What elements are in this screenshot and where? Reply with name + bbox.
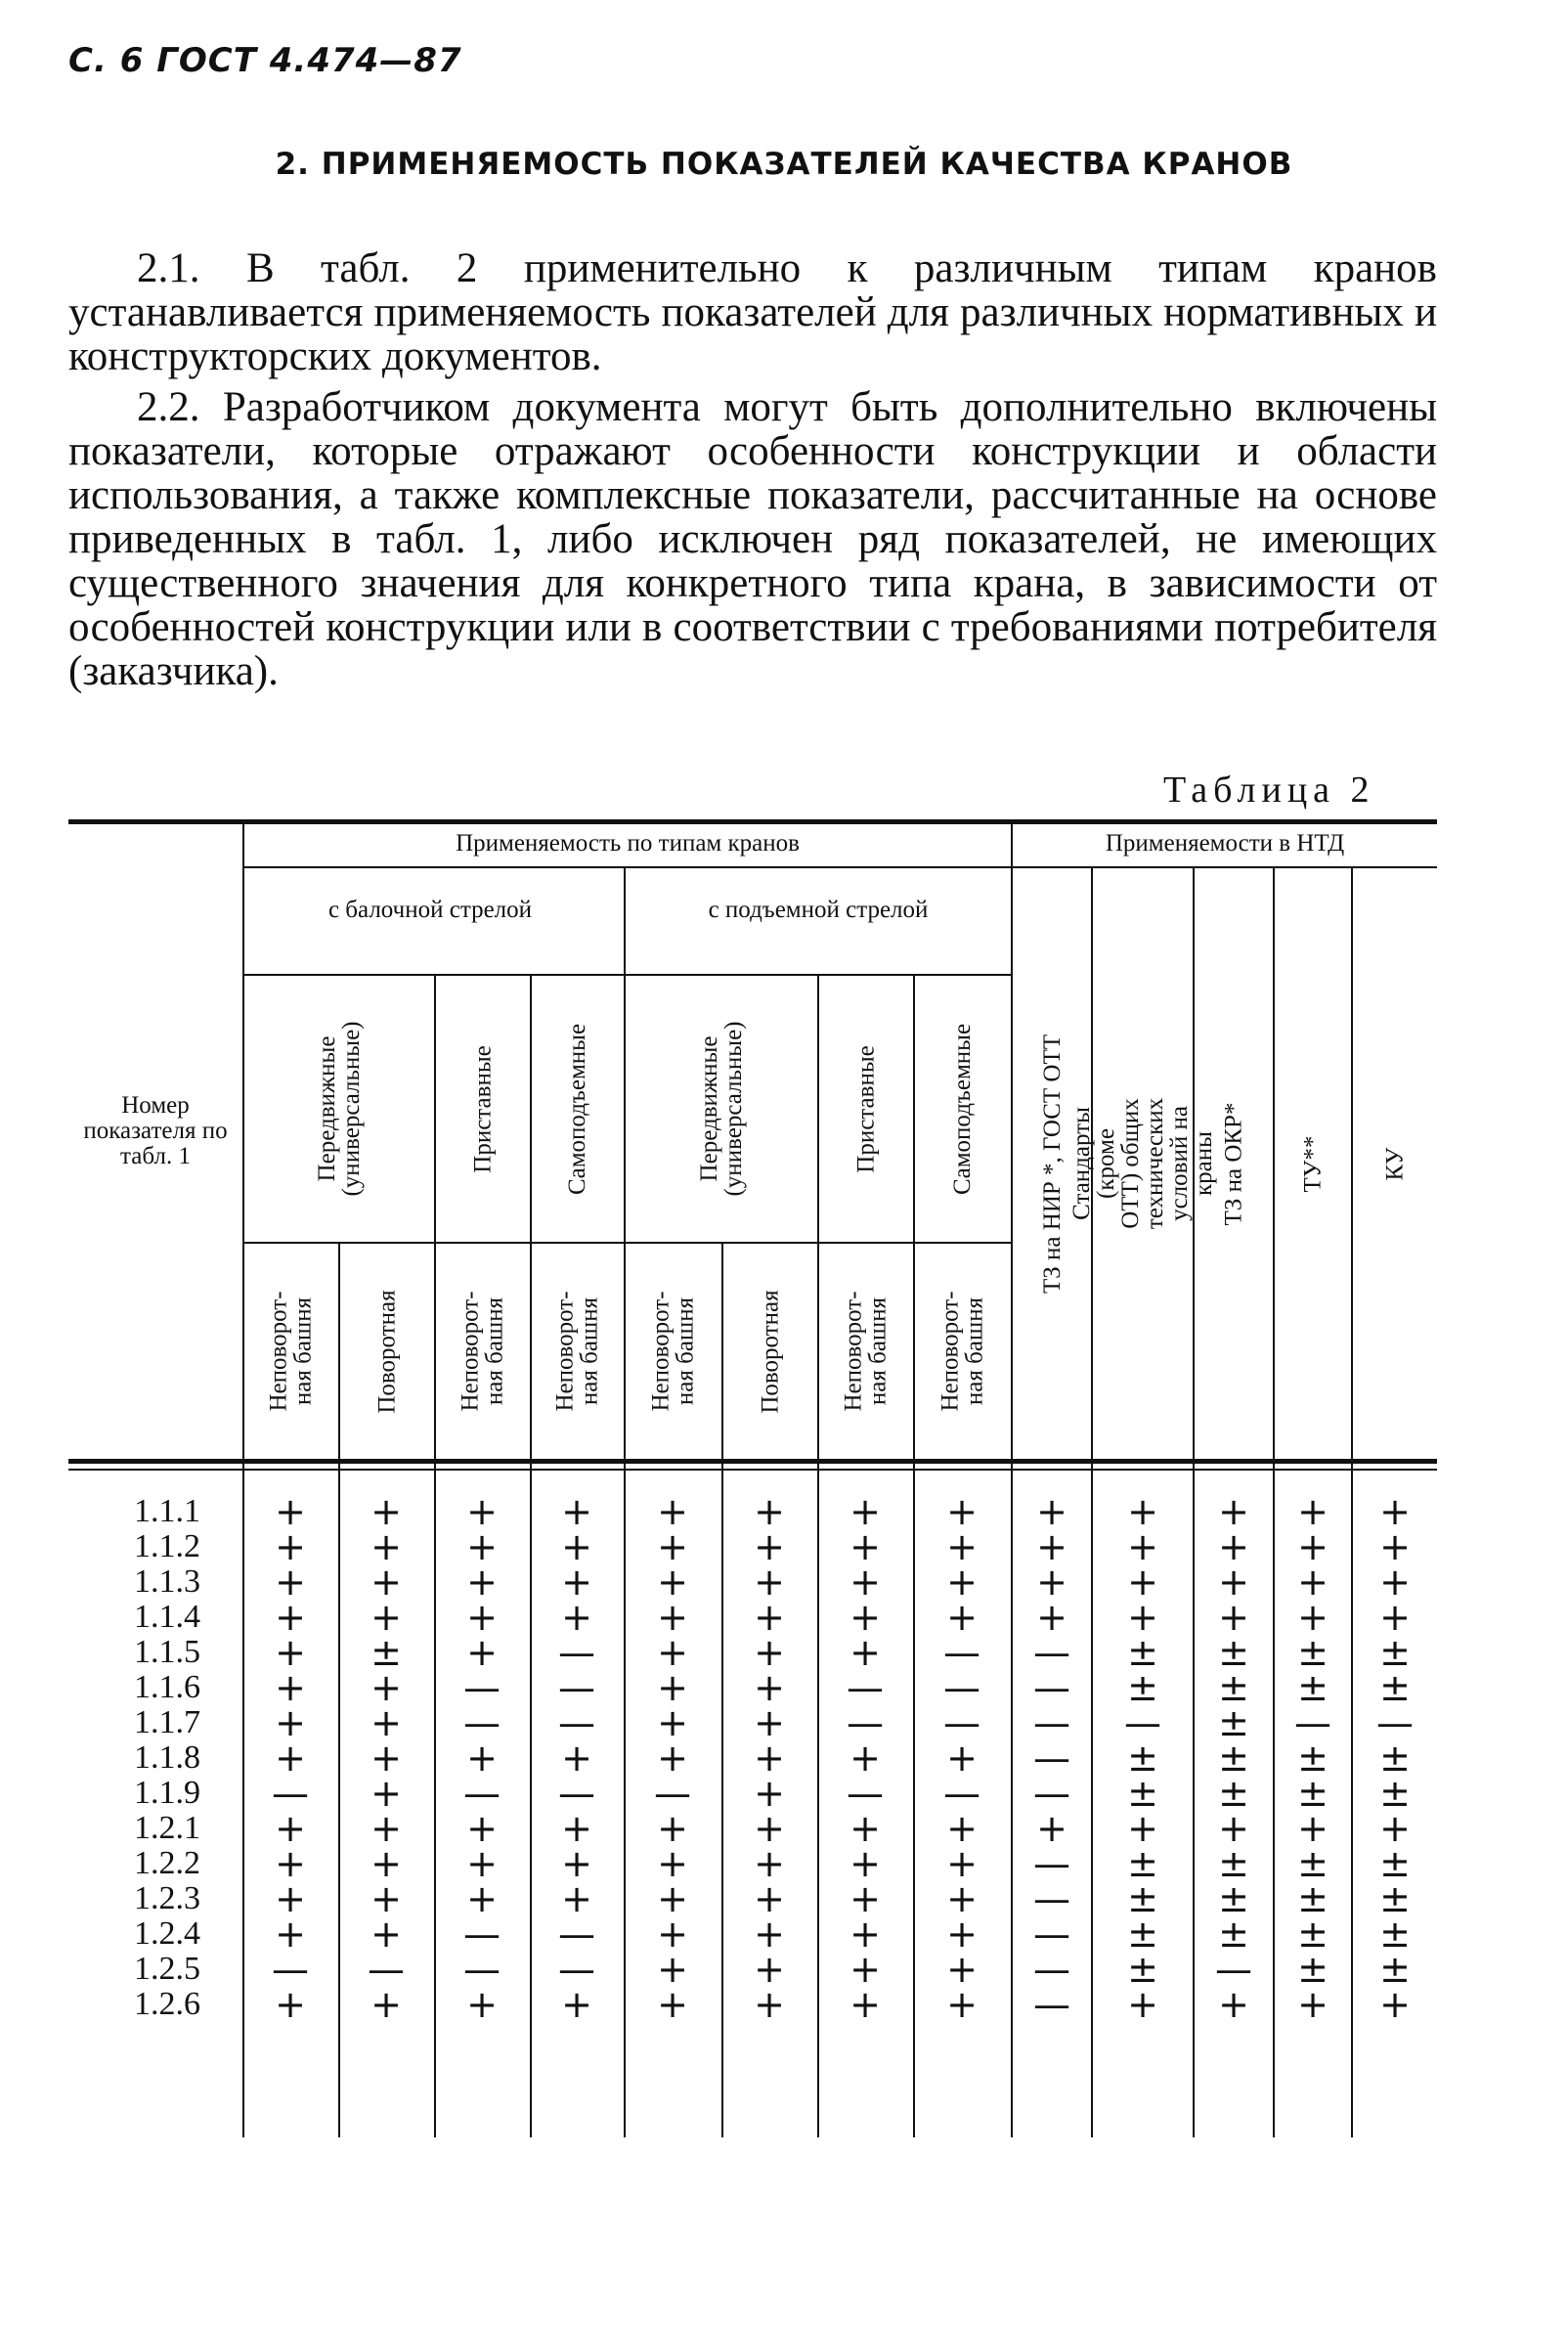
table-cell: ± [1218,1913,1249,1956]
table-cell: + [946,1948,978,1991]
table-cell: + [466,1842,498,1885]
table-cell: + [946,1596,978,1639]
table-cell: + [657,1631,688,1674]
table-cell: — [1033,1877,1070,1920]
table-cell: + [946,1737,978,1780]
row-number: 1.1.8 [134,1739,200,1776]
table-cell: + [754,1807,785,1850]
table-cell: + [849,1948,881,1991]
table-cell: — [1033,1631,1070,1674]
table-cell: + [370,1877,402,1920]
table-cell: — [463,1772,501,1815]
table-cell: ± [1218,1877,1249,1920]
applicability-table [68,819,1437,2137]
table-cell: + [849,1807,881,1850]
table-cell: + [1379,1561,1411,1604]
ntd-header-ku: КУ [1381,1147,1409,1180]
table-cell: + [754,1948,785,1991]
tower-header-7: Неповоротная башня [841,1291,892,1412]
table-cell: + [849,1913,881,1956]
table-cell: + [754,1666,785,1709]
table-cell: — [558,1948,595,1991]
table-cell: ± [1297,1666,1328,1709]
table-cell: ± [1218,1631,1249,1674]
table-cell: + [849,1842,881,1885]
group-crane-types: Применяемость по типам кранов [456,830,800,857]
table-cell: + [466,1983,498,2026]
table-cell: + [275,1737,306,1780]
table-cell: + [1218,1561,1249,1604]
table-cell: + [946,1877,978,1920]
table-cell: ± [1379,1772,1411,1815]
table-cell: + [1127,1561,1158,1604]
table-cell: ± [1379,1913,1411,1956]
table-cell: + [370,1842,402,1885]
row-number: 1.2.3 [134,1880,200,1916]
table-cell: + [1297,1807,1328,1850]
table-cell: + [275,1807,306,1850]
table-cell: ± [1379,1948,1411,1991]
row-number: 1.2.6 [134,1986,200,2022]
table-cell: + [1127,1490,1158,1533]
table-cell: + [657,1877,688,1920]
table-cell: + [657,1596,688,1639]
table-cell: + [561,1807,592,1850]
table-caption: Таблица 2 [1163,770,1375,811]
table-cell: ± [1218,1701,1249,1744]
table-cell: — [558,1913,595,1956]
table-cell: ± [1297,1913,1328,1956]
table-cell: + [754,1561,785,1604]
ntd-header-tz-nir: ТЗ на НИР *, ГОСТ ОТТ [1038,1034,1066,1294]
table-cell: + [1297,1596,1328,1639]
table-cell: + [561,1490,592,1533]
table-cell: + [849,1983,881,2026]
table-cell: + [1218,1596,1249,1639]
table-cell: — [1376,1701,1414,1744]
row-number: 1.2.5 [134,1951,200,1987]
table-cell: + [275,1631,306,1674]
table-cell: + [754,1596,785,1639]
table-cell: ± [1297,1842,1328,1885]
type-header-self-lift-1: Самоподъемные [564,1023,591,1195]
table-cell: + [275,1596,306,1639]
type-header-mobile-2: Передвижные (универсальные) [696,1021,747,1197]
table-cell: + [946,1525,978,1568]
table-cell: + [1127,1596,1158,1639]
table-cell: ± [1297,1877,1328,1920]
table-cell: + [946,1842,978,1885]
table-cell: ± [1297,1948,1328,1991]
table-cell: + [466,1631,498,1674]
group-ntd: Применяемости в НТД [1105,830,1345,857]
table-cell: + [946,1490,978,1533]
row-number-header: Номер показателя по табл. 1 [83,1092,228,1169]
row-number: 1.2.4 [134,1915,200,1952]
table-cell: — [654,1772,691,1815]
table-cell: + [466,1525,498,1568]
paragraph-2-2: 2.2. Разработчиком документа могут быть дополнительно включены показатели, которые отражают особенности конструкции и области использования, а также комплексные показатели, рассчитанные на основе приведенных в табл. 1, либо исключен ряд показателей, не имеющих существенного значения для конкретного типа крана, в зависимости от особенностей конструкции или в соответствии с требованиями потребителя (заказчика). [68,384,1437,694]
table-cell: — [943,1772,980,1815]
table-cell: — [1033,1701,1070,1744]
table-cell: + [370,1561,402,1604]
table-cell: + [657,1490,688,1533]
table-cell: + [754,1842,785,1885]
table-cell: ± [1379,1631,1411,1674]
table-cell: + [466,1807,498,1850]
table-cell: + [1379,1490,1411,1533]
table-cell: + [1036,1807,1067,1850]
table-cell: + [657,1807,688,1850]
ntd-header-tz-okr: ТЗ на ОКР* [1220,1102,1247,1225]
table-cell: + [657,1666,688,1709]
table-cell: — [272,1948,309,1991]
table-cell: + [754,1490,785,1533]
table-cell: + [849,1561,881,1604]
table-cell: — [463,1701,501,1744]
table-cell: — [1033,1737,1070,1780]
table-cell: + [466,1561,498,1604]
table-cell: + [275,1490,306,1533]
row-number: 1.1.2 [134,1528,200,1564]
row-number: 1.1.6 [134,1669,200,1705]
table-cell: + [561,1983,592,2026]
table-cell: ± [1218,1842,1249,1885]
tower-header-6: Поворотная [757,1289,784,1414]
table-cell: + [275,1525,306,1568]
table-cell: + [370,1772,402,1815]
table-cell: ± [1379,1842,1411,1885]
table-cell: + [561,1842,592,1885]
table-cell: + [370,1666,402,1709]
table-cell: + [1297,1525,1328,1568]
table-cell: ± [1127,1842,1158,1885]
table-cell: + [657,1525,688,1568]
type-header-mobile-1: Передвижные (универсальные) [314,1021,365,1197]
subgroup-balk-boom: с балочной стрелой [327,897,533,923]
table-cell: + [370,1807,402,1850]
row-number: 1.1.1 [134,1493,200,1529]
table-cell: ± [1127,1666,1158,1709]
table-cell: + [849,1877,881,1920]
table-cell: + [754,1701,785,1744]
table-cell: + [1127,1807,1158,1850]
table-cell: ± [1297,1772,1328,1815]
table-cell: + [370,1737,402,1780]
table-cell: — [463,1948,501,1991]
table-cell: ± [1218,1772,1249,1815]
table-cell: + [466,1737,498,1780]
table-cell: + [1218,1807,1249,1850]
table-cell: + [946,1913,978,1956]
tower-header-8: Неповоротная башня [937,1291,988,1412]
type-header-self-lift-2: Самоподъемные [949,1023,977,1195]
table-cell: — [463,1666,501,1709]
table-cell: — [558,1631,595,1674]
table-cell: — [558,1701,595,1744]
table-cell: + [1036,1525,1067,1568]
table-cell: + [754,1631,785,1674]
table-cell: + [561,1561,592,1604]
table-cell: + [1297,1561,1328,1604]
table-cell: + [1379,1807,1411,1850]
row-number: 1.2.1 [134,1810,200,1846]
table-cell: ± [1127,1772,1158,1815]
table-cell: + [1218,1490,1249,1533]
table-cell: + [657,1913,688,1956]
table-cell: + [561,1525,592,1568]
section-title: 2. ПРИМЕНЯЕМОСТЬ ПОКАЗАТЕЛЕЙ КАЧЕСТВА КРАНОВ [275,147,1293,182]
table-cell: ± [1218,1737,1249,1780]
table-cell: ± [1297,1631,1328,1674]
table-cell: + [1127,1983,1158,2026]
type-header-attached-2: Приставные [852,1044,880,1173]
table-cell: + [561,1596,592,1639]
table-cell: ± [1379,1877,1411,1920]
table-cell: — [847,1701,884,1744]
ntd-header-tu: ТУ** [1299,1135,1327,1192]
table-cell: + [1036,1561,1067,1604]
table-cell: + [657,1701,688,1744]
table-cell: — [368,1948,405,1991]
table-cell: ± [1379,1737,1411,1780]
table-cell: — [1215,1948,1252,1991]
table-cell: — [1294,1701,1331,1744]
table-cell: — [1033,1842,1070,1885]
tower-header-3: Неповоротная башня [457,1291,508,1412]
table-cell: — [1033,1772,1070,1815]
table-cell: + [370,1490,402,1533]
table-cell: ± [1379,1666,1411,1709]
row-number: 1.1.3 [134,1563,200,1600]
table-cell: — [847,1666,884,1709]
table-cell: — [463,1913,501,1956]
table-cell: + [370,1596,402,1639]
table-cell: + [754,1772,785,1815]
table-cell: + [561,1877,592,1920]
table-cell: — [558,1666,595,1709]
row-number: 1.1.4 [134,1599,200,1635]
tower-header-1: Неповоротная башня [266,1291,317,1412]
table-cell: + [370,1701,402,1744]
table-cell: ± [1127,1737,1158,1780]
subgroup-lifting-boom: с подъемной стрелой [708,897,929,923]
table-cell: + [946,1807,978,1850]
table-cell: — [943,1701,980,1744]
type-header-attached-1: Приставные [469,1044,497,1173]
table-cell: + [657,1983,688,2026]
table-cell: ± [1127,1948,1158,1991]
table-cell: ± [1127,1877,1158,1920]
table-cell: ± [1297,1737,1328,1780]
table-cell: — [943,1631,980,1674]
paragraph-2-1: 2.1. В табл. 2 применительно к различным типам кранов устанавливается применяемость показателей для различных нормативных и конструкторских документов. [68,245,1437,379]
table-cell: — [1124,1701,1161,1744]
table-cell: + [275,1701,306,1744]
table-cell: + [1036,1596,1067,1639]
table-cell: + [275,1666,306,1709]
table-cell: ± [370,1631,402,1674]
table-cell: + [657,1842,688,1885]
table-cell: ± [1218,1666,1249,1709]
table-cell: + [466,1596,498,1639]
table-cell: + [1379,1983,1411,2026]
row-number: 1.2.2 [134,1845,200,1881]
row-number: 1.1.5 [134,1634,200,1670]
table-cell: + [946,1983,978,2026]
table-cell: + [754,1983,785,2026]
table-cell: + [1218,1983,1249,2026]
table-cell: — [1033,1913,1070,1956]
table-cell: + [275,1561,306,1604]
table-cell: + [370,1525,402,1568]
table-cell: + [275,1983,306,2026]
table-cell: + [370,1913,402,1956]
table-cell: + [1297,1490,1328,1533]
table-cell: + [1379,1596,1411,1639]
ntd-header-standards: Стандарты (кроме ОТТ) общих технических условий на краны [1068,1097,1218,1230]
tower-header-4: Неповоротная башня [552,1291,603,1412]
table-cell: + [849,1525,881,1568]
table-cell: + [1379,1525,1411,1568]
table-cell: + [275,1842,306,1885]
table-cell: + [275,1913,306,1956]
table-cell: + [946,1561,978,1604]
table-cell: + [1297,1983,1328,2026]
table-cell: + [1036,1490,1067,1533]
table-cell: + [754,1525,785,1568]
table-cell: + [657,1948,688,1991]
table-cell: + [754,1913,785,1956]
table-cell: — [558,1772,595,1815]
table-cell: ± [1127,1631,1158,1674]
table-cell: + [657,1737,688,1780]
table-cell: — [943,1666,980,1709]
table-cell: + [754,1737,785,1780]
table-cell: + [849,1490,881,1533]
table-cell: — [1033,1983,1070,2026]
table-cell: + [1127,1525,1158,1568]
table-cell: — [847,1772,884,1815]
table-cell: — [272,1772,309,1815]
table-cell: + [657,1561,688,1604]
table-cell: + [849,1596,881,1639]
table-cell: + [466,1490,498,1533]
table-cell: + [849,1737,881,1780]
table-cell: + [370,1983,402,2026]
table-cell: — [1033,1666,1070,1709]
tower-header-2: Поворотная [373,1289,401,1414]
table-cell: + [466,1877,498,1920]
tower-header-5: Неповоротная башня [648,1291,699,1412]
table-cell: + [849,1631,881,1674]
table-cell: + [754,1877,785,1920]
table-cell: + [275,1877,306,1920]
table-cell: + [1218,1525,1249,1568]
table-cell: — [1033,1948,1070,1991]
row-number: 1.1.9 [134,1775,200,1811]
table-cell: ± [1127,1913,1158,1956]
row-number: 1.1.7 [134,1704,200,1740]
table-cell: + [561,1737,592,1780]
page-header: С. 6 ГОСТ 4.474—87 [68,41,462,80]
